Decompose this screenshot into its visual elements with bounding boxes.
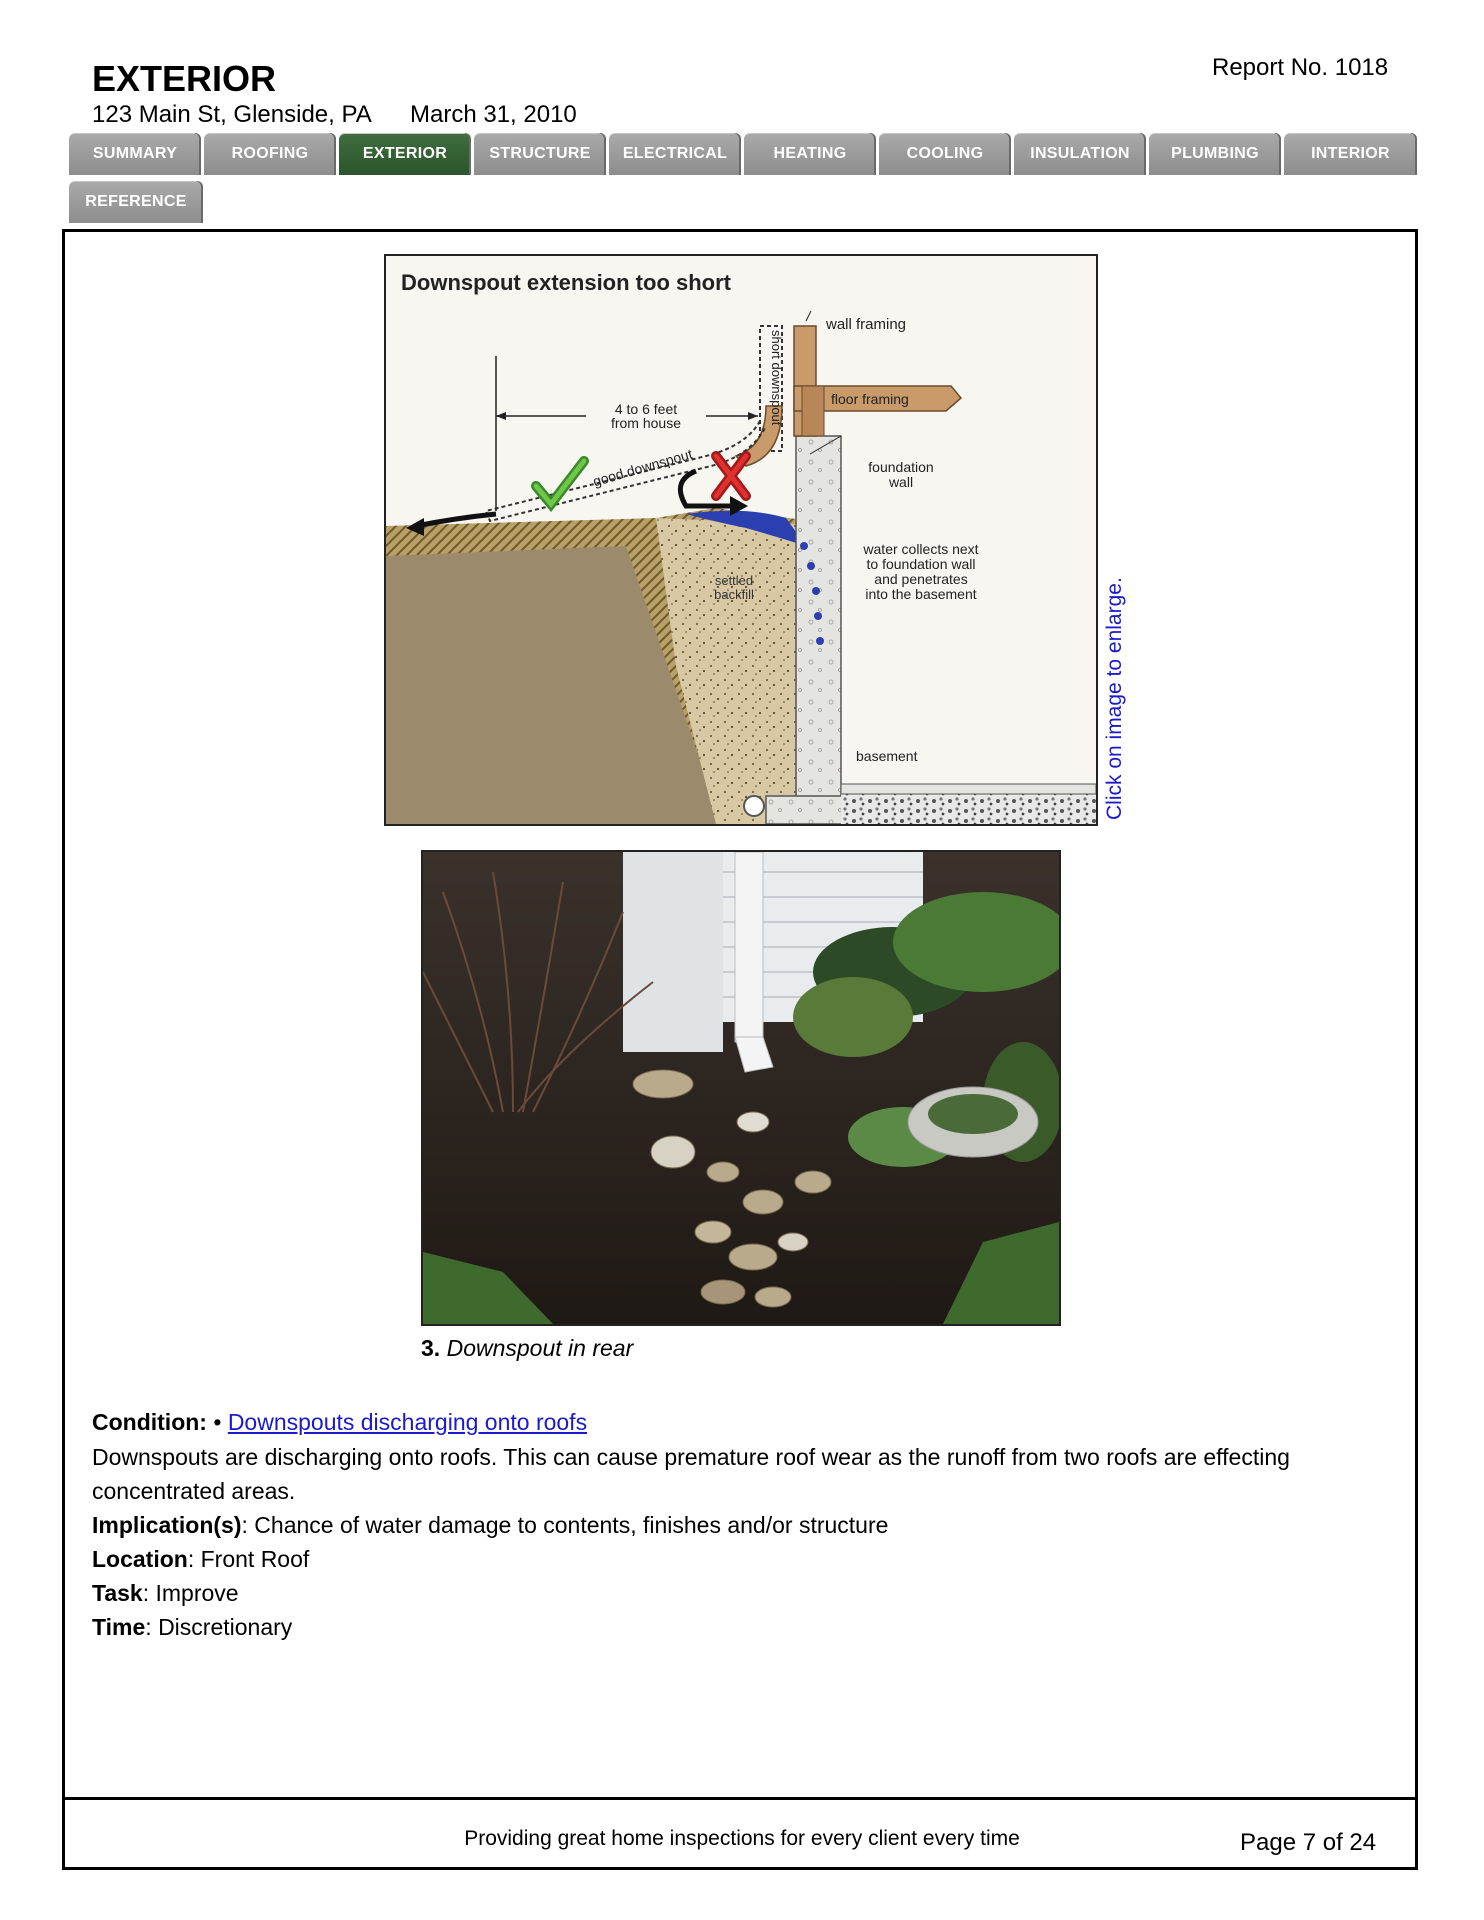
label-water-line3: and penetrates xyxy=(874,571,968,587)
condition-heading xyxy=(92,1409,587,1436)
label-water-line2: to foundation wall xyxy=(866,556,976,572)
location-value: Front Roof xyxy=(200,1546,310,1572)
label-backfill-line1: settled xyxy=(714,573,754,588)
tab-structure[interactable]: STRUCTURE xyxy=(474,133,606,175)
tab-insulation[interactable]: INSULATION xyxy=(1014,133,1146,175)
photo-illustration xyxy=(423,852,1059,1324)
tab-interior[interactable]: INTERIOR xyxy=(1284,133,1417,175)
label-foundation xyxy=(846,460,956,490)
tab-roofing[interactable]: ROOFING xyxy=(204,133,336,175)
inspection-date: March 31, 2010 xyxy=(410,101,577,128)
location-row: Location: Front Roof xyxy=(92,1546,310,1572)
implication-value: Chance of water damage to contents, finishes and/or structure xyxy=(254,1512,889,1538)
label-backfill xyxy=(694,574,774,602)
label-floor-framing: floor framing xyxy=(831,391,909,407)
enlarge-image-link[interactable]: Click on image to enlarge. xyxy=(1103,577,1126,820)
label-wall-framing: wall framing xyxy=(826,316,907,333)
label-foundation-line2: wall xyxy=(888,474,914,490)
task-label: Task xyxy=(92,1580,143,1606)
downspout-photo xyxy=(421,850,1061,1326)
condition-bullet: • xyxy=(213,1409,222,1435)
photo-caption-text: Downspout in rear xyxy=(446,1335,634,1361)
footer-divider xyxy=(62,1797,1418,1800)
tab-summary[interactable]: SUMMARY xyxy=(69,133,201,175)
implication-row: Implication(s): Chance of water damage to contents, finishes and/or structure xyxy=(92,1512,889,1538)
downspout-diagram[interactable] xyxy=(384,254,1098,826)
label-water-line4: into the basement xyxy=(865,586,977,602)
condition-label: Condition: xyxy=(92,1409,207,1435)
tab-reference[interactable]: REFERENCE xyxy=(69,181,203,223)
label-good-downspout: good downspout xyxy=(591,445,695,490)
photo-caption-number: 3. xyxy=(421,1335,441,1361)
label-water xyxy=(846,542,996,602)
location-label: Location xyxy=(92,1546,188,1572)
time-value: Discretionary xyxy=(158,1614,293,1640)
report-number: Report No. 1018 xyxy=(1212,54,1389,81)
label-basement: basement xyxy=(856,748,918,764)
photo-caption xyxy=(421,1335,633,1362)
tab-plumbing[interactable]: PLUMBING xyxy=(1149,133,1281,175)
condition-description: Downspouts are discharging onto roofs. This can cause premature roof wear as the runoff from two roofs are effecting concentrated areas. xyxy=(92,1444,1290,1504)
property-address: 123 Main St, Glenside, PA xyxy=(92,101,372,128)
time-row: Time: Discretionary xyxy=(92,1614,293,1640)
time-label: Time xyxy=(92,1614,146,1640)
label-distance xyxy=(586,402,706,430)
label-distance-line2: from house xyxy=(610,415,682,431)
diagram-title: Downspout extension too short xyxy=(401,270,731,295)
page-number: Page 7 of 24 xyxy=(1240,1829,1377,1856)
tab-cooling[interactable]: COOLING xyxy=(879,133,1011,175)
footer-tagline: Providing great home inspections for every client every time xyxy=(464,1827,1020,1850)
condition-link[interactable]: Downspouts discharging onto roofs xyxy=(227,1409,588,1435)
label-distance-line1: 4 to 6 feet xyxy=(614,401,678,417)
diagram-illustration xyxy=(386,256,1096,824)
label-short-downspout: short downspout xyxy=(769,330,784,426)
tab-electrical[interactable]: ELECTRICAL xyxy=(609,133,741,175)
label-water-line1: water collects next xyxy=(863,541,979,557)
task-value: Improve xyxy=(155,1580,239,1606)
task-row: Task: Improve xyxy=(92,1580,239,1606)
implication-label: Implication(s) xyxy=(92,1512,242,1538)
section-title: EXTERIOR xyxy=(92,58,277,99)
label-backfill-line2: backfill xyxy=(714,587,754,602)
label-foundation-line1: foundation xyxy=(868,459,934,475)
tab-exterior[interactable]: EXTERIOR xyxy=(339,133,471,175)
tab-heating[interactable]: HEATING xyxy=(744,133,876,175)
